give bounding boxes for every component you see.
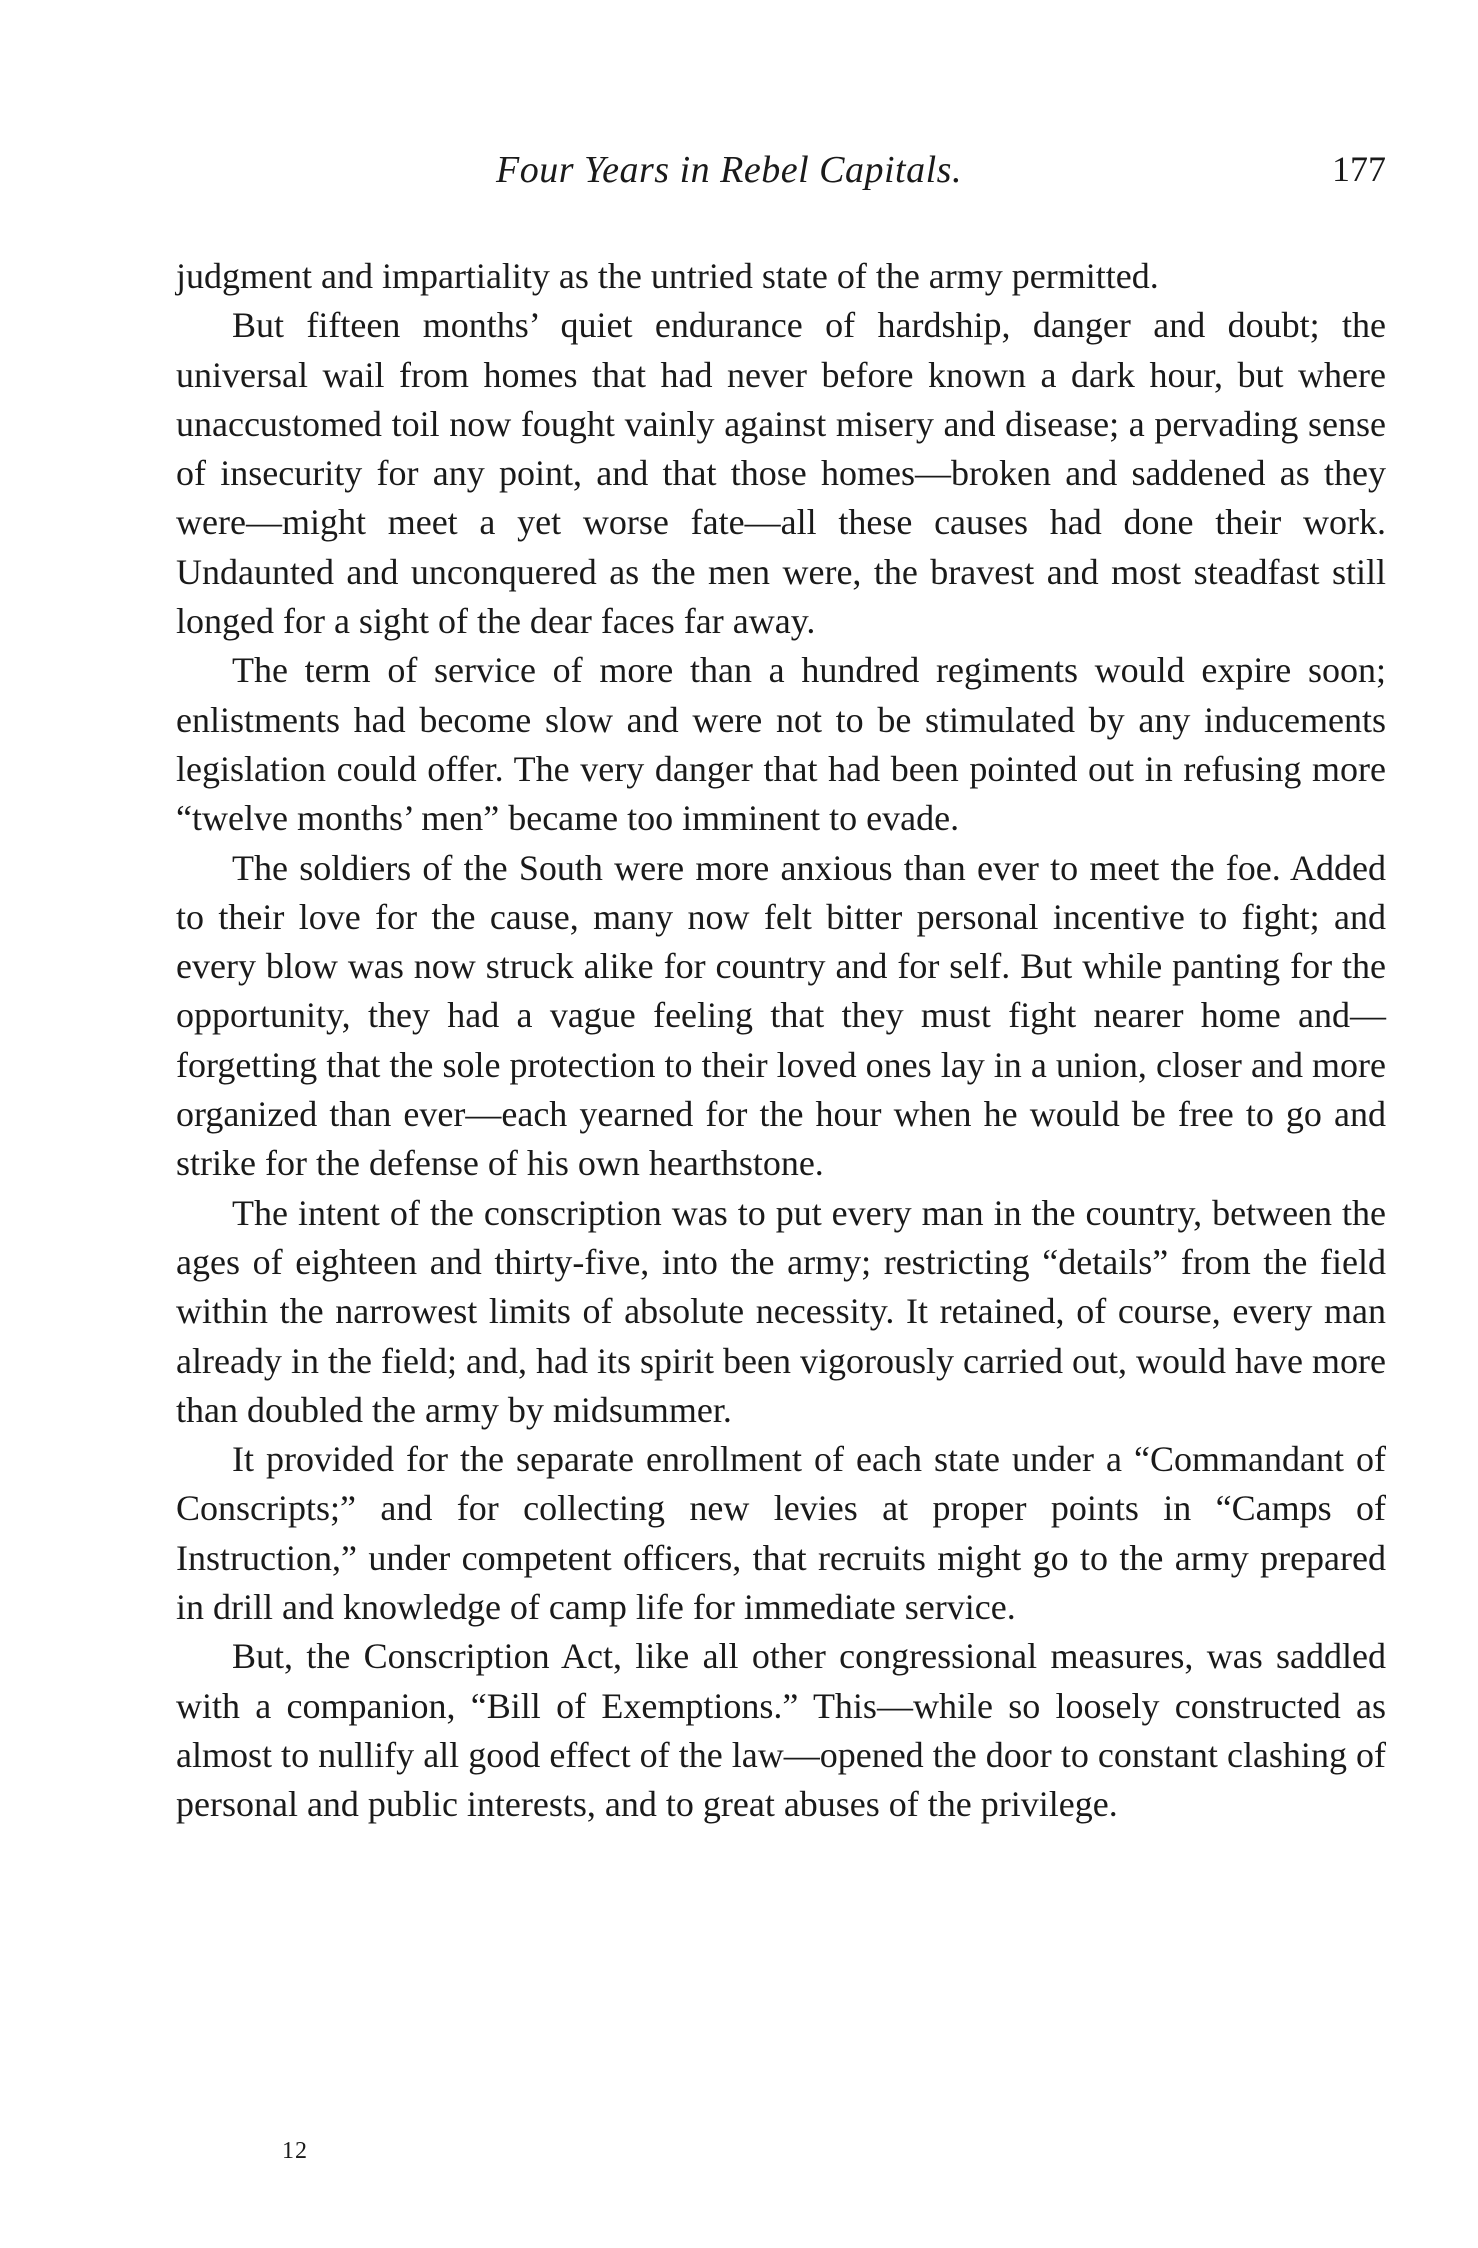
paragraph: But, the Conscription Act, like all other congressional measures, was saddled with a companion, “Bill of Exemptions.” This—while so loosely constructed as almost to nullify all good effect of the law—opened the door to constant clashing of personal and public interests, and to great abuses of the privilege. bbox=[176, 1636, 1386, 1825]
paragraph: It provided for the separate enrollment of each state under a “Commandant of Conscripts;” and for collecting new levies at proper points in “Camps of Instruction,” under competent officers, that recruits might go to the army prepared in drill and knowledge of camp life for immediate service. bbox=[176, 1439, 1386, 1628]
paragraph: The term of service of more than a hundred regiments would expire soon; enlistments had become slow and were not to be stimulated by any inducements legislation could offer. The very danger that had been pointed out in refusing more “twelve months’ men” became too imminent to evade. bbox=[176, 650, 1386, 839]
page-header bbox=[176, 148, 1386, 208]
paragraph: The soldiers of the South were more anxious than ever to meet the foe. Added to their love for the cause, many now felt bitter personal incentive to fight; and every blow was now struck alike for country and for self. But while panting for the opportunity, they had a vague feeling that they must fight nearer home and—forgetting that the sole protection to their loved ones lay in a union, closer and more organized than ever—each yearned for the hour when he would be free to go and strike for the defense of his own hearthstone. bbox=[176, 847, 1386, 1184]
paragraph-continuation: judgment and impartiality as the untried state of the army permitted. bbox=[176, 256, 1159, 296]
paragraph: But fifteen months’ quiet endurance of hardship, danger and doubt; the universal wail from homes that had never before known a dark hour, but where unaccustomed toil now fought vainly against misery and disease; a pervading sense of insecurity for any point, and that those homes—broken and saddened as they were—might meet a yet worse fate—all these causes had done their work. Undaunted and unconquered as the men were, the bravest and most steadfast still longed for a sight of the dear faces far away. bbox=[176, 305, 1386, 642]
signature-mark: 12 bbox=[282, 2138, 308, 2164]
paragraph: The intent of the conscription was to put every man in the country, between the ages of eighteen and thirty-five, into the army; restricting “details” from the field within the narrowest limits of absolute necessity. It retained, of course, every man already in the field; and, had its spirit been vigorously carried out, would have more than doubled the army by midsummer. bbox=[176, 1192, 1386, 1430]
running-title: Four Years in Rebel Capitals. bbox=[496, 149, 962, 191]
body-text bbox=[176, 252, 1386, 1830]
page-number: 177 bbox=[1332, 149, 1386, 189]
